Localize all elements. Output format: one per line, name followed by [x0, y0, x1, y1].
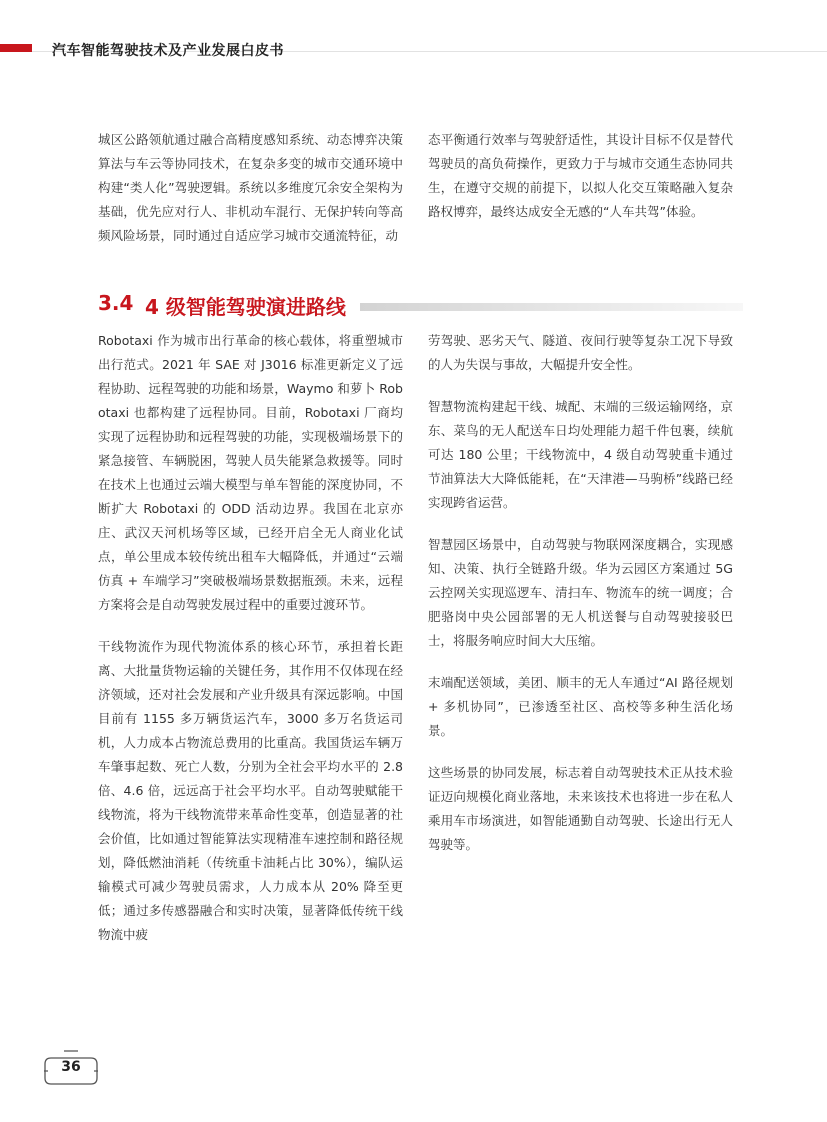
top-right-column	[428, 128, 733, 224]
top-left-paragraph: 城区公路领航通过融合高精度感知系统、动态博弈决策算法与车云等协同技术，在复杂多变的城市交通环境中构建“类人化”驾驶逻辑。系统以多维度冗余安全架构为基础，优先应对行人、非机动车混行、无保护转向等高频风险场景，同时通过自适应学习城市交通流特征，动	[98, 132, 403, 243]
top-right-paragraph: 态平衡通行效率与驾驶舒适性，其设计目标不仅是替代驾驶员的高负荷操作，更致力于与城市交通生态协同共生，在遵守交规的前提下，以拟人化交互策略融入复杂路权博弈，最终达成安全无感的“人车共驾”体验。	[428, 132, 733, 219]
body-paragraph: 干线物流作为现代物流体系的核心环节，承担着长距离、大批量货物运输的关键任务，其作用不仅体现在经济领域，还对社会发展和产业升级具有深远影响。中国目前有 1155 多万辆货运汽车，3000 多万名货运司机，人力成本占物流总费用的比重高。我国货运车辆万车肇事起数、死亡人数，分别为全社会平均水平的 2.8 倍、4.6 倍，远远高于社会平均水平。自动驾驶赋能干线物流，将为干线物流带来革命性变革，创造显著的社会价值，比如通过智能算法实现精准车速控制和路径规划，降低燃油消耗（传统重卡油耗占比 30%），编队运输模式可减少驾驶员需求，人力成本从 20% 降至更低；通过多传感器融合和实时决策，显著降低传统干线物流中疲	[98, 639, 403, 942]
section-number: 3.4	[98, 291, 134, 315]
top-left-column	[98, 128, 403, 248]
body-paragraph: Robotaxi 作为城市出行革命的核心载体，将重塑城市出行范式。2021 年 SAE 对 J3016 标准更新定义了远程协助、远程驾驶的功能和场景，Waymo 和萝卜 Robotaxi 也都构建了远程协同。目前，Robotaxi 厂商均实现了远程协助和远程驾驶的功能，实现极端场景下的紧急接管、车辆脱困，驾驶人员失能紧急救援等。同时在技术上也通过云端大模型与单车智能的深度协同，不断扩大 Robotaxi 的 ODD 活动边界。我国在北京亦庄、武汉天河机场等区域，已经开启全无人商业化试点，单公里成本较传统出租车大幅降低，并通过“云端仿真 + 车端学习”突破极端场景数据瓶颈。未来，远程方案将会是自动驾驶发展过程中的重要过渡环节。	[98, 333, 403, 612]
header-accent-bar	[0, 44, 32, 52]
running-header-title: 汽车智能驾驶技术及产业发展白皮书	[52, 43, 284, 59]
main-left-column	[98, 329, 403, 947]
section-heading	[98, 291, 743, 321]
body-paragraph: 智慧园区场景中，自动驾驶与物联网深度耦合，实现感知、决策、执行全链路升级。华为云园区方案通过 5G 云控网关实现巡逻车、清扫车、物流车的统一调度；合肥骆岗中央公园部署的无人机送餐与自动驾驶接驳巴士，将服务响应时间大大压缩。	[428, 537, 733, 648]
body-paragraph: 末端配送领域，美团、顺丰的无人车通过“AI 路径规划 + 多机协同”，已渗透至社区、高校等多种生活化场景。	[428, 675, 733, 738]
main-right-column	[428, 329, 733, 857]
section-title: 4 级智能驾驶演进路线	[145, 295, 346, 319]
body-paragraph: 这些场景的协同发展，标志着自动驾驶技术正从技术验证迈向规模化商业落地，未来该技术也将进一步在私人乘用车市场演进，如智能通勤自动驾驶、长途出行无人驾驶等。	[428, 765, 733, 852]
body-paragraph: 智慧物流构建起干线、城配、末端的三级运输网络，京东、菜鸟的无人配送车日均处理能力超千件包裹，续航可达 180 公里；干线物流中，4 级自动驾驶重卡通过节油算法大大降低能耗，在“天津港—马驹桥”线路已经实现跨省运营。	[428, 399, 733, 510]
section-heading-rule	[360, 303, 743, 311]
body-paragraph: 劳驾驶、恶劣天气、隧道、夜间行驶等复杂工况下导致的人为失误与事故，大幅提升安全性。	[428, 333, 733, 372]
page-number: 36	[61, 1059, 81, 1075]
